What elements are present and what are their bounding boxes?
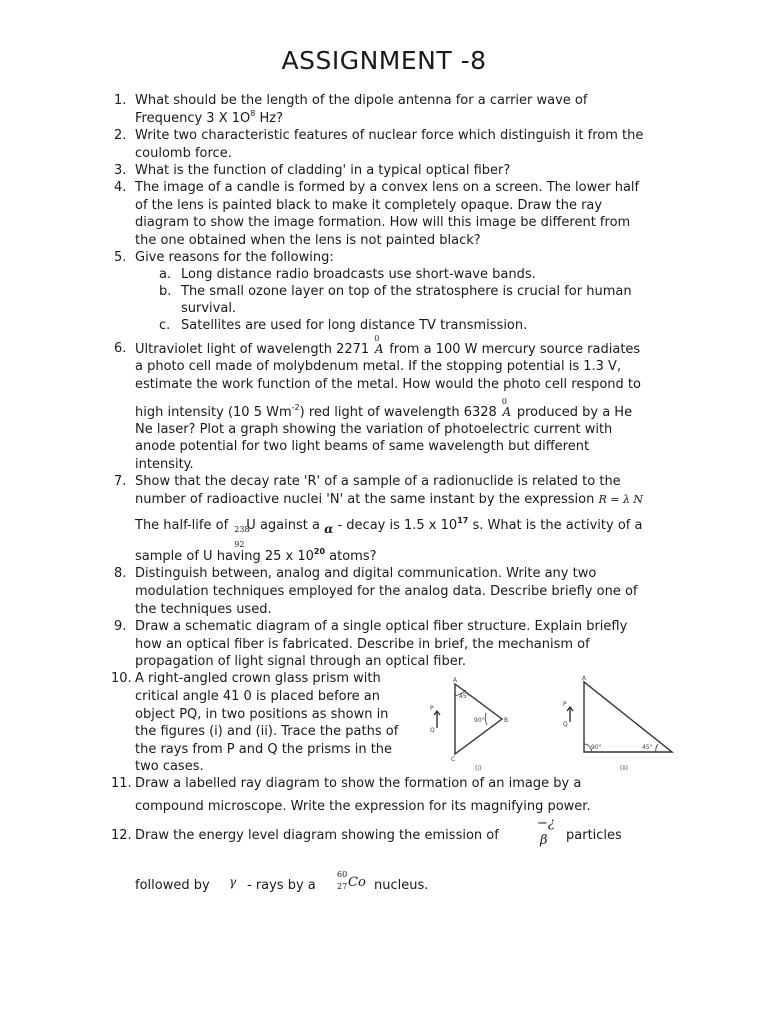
question-1-frequency: Frequency 3 X 1O <box>135 111 251 126</box>
question-12-line-1: Draw the energy level diagram showing the emission of <box>135 828 499 843</box>
cobalt-mass-number: 60 <box>337 870 348 879</box>
prism-figure-2 <box>567 682 672 752</box>
sub-item-marker: c. <box>159 318 171 333</box>
question-2-line-2: coulomb force. <box>135 146 232 161</box>
question-6-intensity-text: high intensity (10 5 Wm <box>135 405 292 420</box>
question-5-item-b-line-1: The small ozone layer on top of the stratosphere is crucial for human <box>181 284 632 299</box>
sub-item-marker: b. <box>159 284 172 299</box>
angle-label-45: 45° <box>459 693 470 700</box>
question-1-line-2 <box>135 110 283 128</box>
question-6-laser-text: produced by a He <box>516 405 633 420</box>
question-10-line-4: the figures (i) and (ii). Trace the paths of <box>135 724 399 739</box>
question-12-line-2: followed by <box>135 878 210 893</box>
object-label-q: Q <box>563 721 568 728</box>
question-12-particles: particles <box>566 828 622 843</box>
mass-number: 238 <box>234 525 250 534</box>
question-4-line-2: of the lens is painted black to make it completely opaque. Draw the ray <box>135 198 603 213</box>
angle-label-45: 45° <box>642 744 653 751</box>
question-10-line-2: critical angle 41 0 is placed before an <box>135 689 381 704</box>
cobalt-symbol: Co <box>348 875 366 890</box>
question-number: 5. <box>114 250 127 265</box>
vertex-label-a: A <box>453 677 458 684</box>
question-4-line-4: the one obtained when the lens is not painted black? <box>135 233 481 248</box>
question-9-line-2: how an optical fiber is fabricated. Describe in brief, the mechanism of <box>135 637 590 652</box>
object-label-p: P <box>430 705 434 712</box>
question-7-half-life-text: The half-life of <box>135 518 229 533</box>
question-7-line-3 <box>135 515 643 549</box>
question-7-decay-text: - decay is 1.5 x 10 <box>337 518 458 533</box>
question-6-line-5: Ne laser? Plot a graph showing the variation of photoelectric current with <box>135 422 613 437</box>
question-6-line-6: anode potential for two light beams of same wavelength but different <box>135 439 590 454</box>
page-title: ASSIGNMENT -8 <box>281 46 487 75</box>
beta-symbol: β <box>540 833 548 848</box>
question-1-line-1: What should be the length of the dipole antenna for a carrier wave of <box>135 93 588 108</box>
decay-rate-expression: R = λ N <box>598 493 644 506</box>
sub-item-marker: a. <box>159 267 172 282</box>
question-6-wavelength-text: Ultraviolet light of wavelength 2271 <box>135 342 370 357</box>
question-5-item-b-line-2: survival. <box>181 301 237 316</box>
question-number: 9. <box>114 619 127 634</box>
question-6-line-2: a photo cell made of molybdenum metal. If the stopping potential is 1.3 V, <box>135 359 622 374</box>
angle-label-90: 90° <box>591 744 602 751</box>
question-number: 2. <box>114 128 127 143</box>
question-7-atoms-exponent: 20 <box>313 546 326 556</box>
question-number: 7. <box>114 474 127 489</box>
prism-figures <box>420 670 680 780</box>
question-7-sample-text: sample of U having 25 x 10 <box>135 549 314 564</box>
question-12-nucleus: nucleus. <box>374 878 429 893</box>
object-label-p: P <box>563 701 567 708</box>
question-7-activity-text: s. What is the activity of a <box>468 518 643 533</box>
vertex-label-b: B <box>504 717 509 724</box>
gamma-symbol: γ <box>229 875 237 889</box>
question-6-source-text: from a 100 W mercury source radiates <box>389 342 641 357</box>
question-5-item-c: Satellites are used for long distance TV transmission. <box>181 318 528 333</box>
question-1-unit: Hz? <box>255 111 283 126</box>
question-6-red-light-text: ) red light of wavelength 6328 <box>299 405 497 420</box>
question-number: 11. <box>111 776 132 791</box>
beta-charge: −¿ <box>537 816 555 831</box>
question-6-line-7: intensity. <box>135 457 194 472</box>
figure-caption-1: (i) <box>475 765 482 772</box>
question-3-line-1: What is the function of cladding' in a typical optical fiber? <box>135 163 511 178</box>
question-7-exponent: 17 <box>457 515 469 525</box>
question-6-line-4 <box>135 397 633 421</box>
question-7-line-1: Show that the decay rate 'R' of a sample of a radionuclide is related to the <box>135 474 621 489</box>
vertex-label-a: A <box>582 675 587 682</box>
question-12-rays: - rays by a <box>247 878 316 893</box>
question-7-expression-text: number of radioactive nuclei 'N' at the same instant by the expression <box>135 492 595 507</box>
question-7-line-4 <box>135 548 377 566</box>
question-number: 4. <box>114 180 127 195</box>
object-label-q: Q <box>430 727 435 734</box>
question-8-line-2: modulation techniques employed for the analog data. Describe briefly one of <box>135 584 638 599</box>
atomic-number: 92 <box>234 540 245 549</box>
question-1-exponent: 8 <box>250 108 256 118</box>
question-number: 8. <box>114 566 127 581</box>
question-number: 12. <box>111 828 132 843</box>
question-7-line-2 <box>135 491 643 509</box>
alpha-symbol: α <box>324 522 334 536</box>
question-8-line-1: Distinguish between, analog and digital communication. Write any two <box>135 566 597 581</box>
question-6-line-3: estimate the work function of the metal. How would the photo cell respond to <box>135 377 641 392</box>
question-5-item-a: Long distance radio broadcasts use short-wave bands. <box>181 267 536 282</box>
question-2-line-1: Write two characteristic features of nuclear force which distinguish it from the <box>135 128 644 143</box>
angstrom-symbol <box>369 334 389 359</box>
question-11-line-1: Draw a labelled ray diagram to show the formation of an image by a <box>135 776 582 791</box>
angstrom-symbol <box>497 397 517 422</box>
figure-caption-2: (ii) <box>620 765 629 772</box>
angstrom-letter: A <box>374 342 384 356</box>
question-8-line-3: the techniques used. <box>135 602 272 617</box>
angstrom-letter: A <box>502 405 512 419</box>
question-4-line-3: diagram to show the image formation. How will this image be different from <box>135 215 631 230</box>
question-10-line-1: A right-angled crown glass prism with <box>135 671 381 686</box>
question-number: 10. <box>111 671 132 686</box>
question-4-line-1: The image of a candle is formed by a convex lens on a screen. The lower half <box>135 180 640 195</box>
cobalt-atomic-number: 27 <box>337 882 348 891</box>
prism-triangle-2 <box>584 682 672 752</box>
question-7-atoms-text: atoms? <box>325 549 377 564</box>
question-5-line-1: Give reasons for the following: <box>135 250 334 265</box>
angstrom-ring: 0 <box>501 397 507 406</box>
angle-arc-1b <box>485 713 487 725</box>
question-6-exponent: -2 <box>291 402 300 412</box>
question-9-line-3: propagation of light signal through an optical fiber. <box>135 654 466 669</box>
angle-arc-2b <box>656 744 658 752</box>
question-11-line-2: compound microscope. Write the expression for its magnifying power. <box>135 799 591 814</box>
question-number: 3. <box>114 163 127 178</box>
question-number: 1. <box>114 93 127 108</box>
question-10-line-5: the rays from P and Q the prisms in the <box>135 742 393 757</box>
question-7-against-text: U against a <box>246 518 320 533</box>
question-9-line-1: Draw a schematic diagram of a single optical fiber structure. Explain briefly <box>135 619 628 634</box>
vertex-label-c: C <box>451 756 456 763</box>
angle-label-90: 90° <box>474 717 485 724</box>
angstrom-ring: 0 <box>374 334 380 343</box>
question-number: 6. <box>114 341 127 356</box>
question-6-line-1 <box>135 334 641 358</box>
question-10-line-6: two cases. <box>135 759 204 774</box>
question-10-line-3: object PQ, in two positions as shown in <box>135 707 389 722</box>
